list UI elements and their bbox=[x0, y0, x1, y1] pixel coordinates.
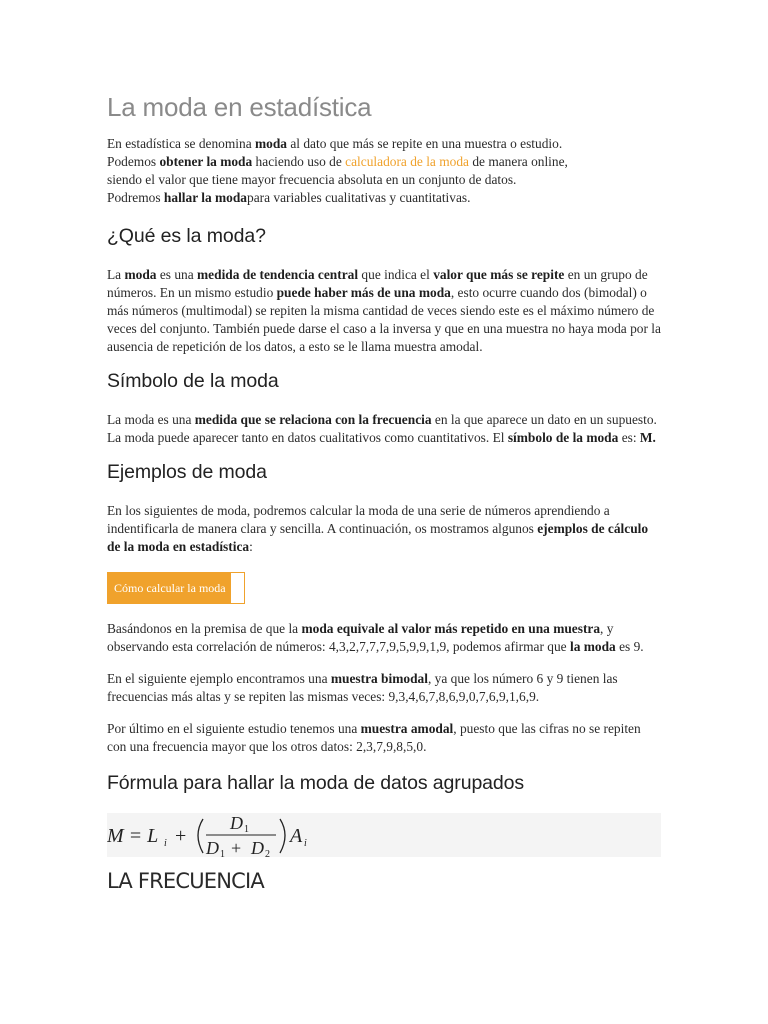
formula-plus: + bbox=[175, 825, 187, 847]
page-title: La moda en estadística bbox=[107, 92, 372, 122]
formula-lhs: M = L bbox=[107, 825, 159, 847]
button-label: Cómo calcular la moda bbox=[114, 581, 226, 595]
calcular-button-wrap bbox=[107, 572, 663, 604]
formula-right-paren bbox=[280, 819, 285, 853]
que-es-paragraph: La moda es una medida de tendencia central que indica el valor que más se repite en un grupo de números. En un mismo estudio puede haber más de una moda, esto ocurre cuando dos (bimodal) o más números (multimodal) se repiten la misma cantidad de veces siendo este es el máximo número de veces del conjunto. También puede darse el caso a la inversa y que en una muestra no haya moda por la ausencia de repetición de los datos, a esto se le llama muestra amodal. bbox=[107, 267, 661, 354]
formula-sub-i: i bbox=[164, 838, 167, 849]
example-3-paragraph: Por último en el siguiente estudio tenemos una muestra amodal, puesto que las cifras no se repiten con una frecuencia mayor que los otros datos: 2,3,7,9,8,5,0. bbox=[107, 721, 641, 754]
example-2-paragraph: En el siguiente ejemplo encontramos una muestra bimodal, ya que los número 6 y 9 tienen las frecuencias más altas y se repiten las mismas veces: 9,3,4,6,7,8,6,9,0,7,6,9,1,6,9. bbox=[107, 671, 618, 704]
formula-rhs-sub: i bbox=[304, 838, 307, 849]
formula-den-plus: + bbox=[231, 838, 242, 857]
article bbox=[107, 92, 663, 893]
ejemplos-paragraph: En los siguientes de moda, podremos calcular la moda de una serie de números aprendiendo a indentificarla de manera clara y sencilla. A continuación, os mostramos algunos ejemplos de cálculo de la moda en estadística: bbox=[107, 503, 649, 554]
formula-den-b: D bbox=[251, 838, 264, 857]
como-calcular-button[interactable] bbox=[107, 572, 245, 604]
formula-den-a-sub: 1 bbox=[220, 849, 225, 857]
heading-que-es: ¿Qué es la moda? bbox=[107, 225, 266, 247]
formula-den-a: D bbox=[206, 838, 219, 857]
formula-numerator: D bbox=[230, 813, 243, 833]
heading-simbolo: Símbolo de la moda bbox=[107, 370, 279, 392]
example-1-paragraph: Basándonos en la premisa de que la moda equivale al valor más repetido en una muestra, y observando esta correlación de números: 4,3,2,7,7,7,9,5,9,9,1,9, podemos afirmar que la moda es 9. bbox=[107, 621, 644, 654]
heading-formula: Fórmula para hallar la moda de datos agrupados bbox=[107, 772, 525, 794]
formula-num-sub: 1 bbox=[244, 824, 249, 835]
formula-graphic bbox=[107, 813, 661, 857]
formula-left-paren bbox=[198, 819, 203, 853]
formula-den-b-sub: 2 bbox=[265, 849, 270, 857]
heading-ejemplos: Ejemplos de moda bbox=[107, 461, 267, 483]
simbolo-paragraph: La moda es una medida que se relaciona con la frecuencia en la que aparece un dato en un supuesto. La moda puede aparecer tanto en datos cualitativos como cuantitativos. El símbolo de la moda es: M. bbox=[107, 412, 657, 445]
heading-frecuencia: LA FRECUENCIA bbox=[107, 869, 264, 893]
intro-paragraph: En estadística se denomina moda al dato que más se repite en una muestra o estudio. Podemos obtener la moda haciendo uso de calculadora de la moda de manera online, siendo el valor que tiene mayor frecuencia absoluta en un conjunto de datos. Podremos hallar la modapara variables cualitativas y cuantitativas. bbox=[107, 136, 568, 205]
formula-rhs: A bbox=[290, 825, 303, 847]
calculadora-link[interactable]: calculadora de la moda bbox=[345, 154, 469, 169]
moda-formula bbox=[107, 813, 661, 857]
